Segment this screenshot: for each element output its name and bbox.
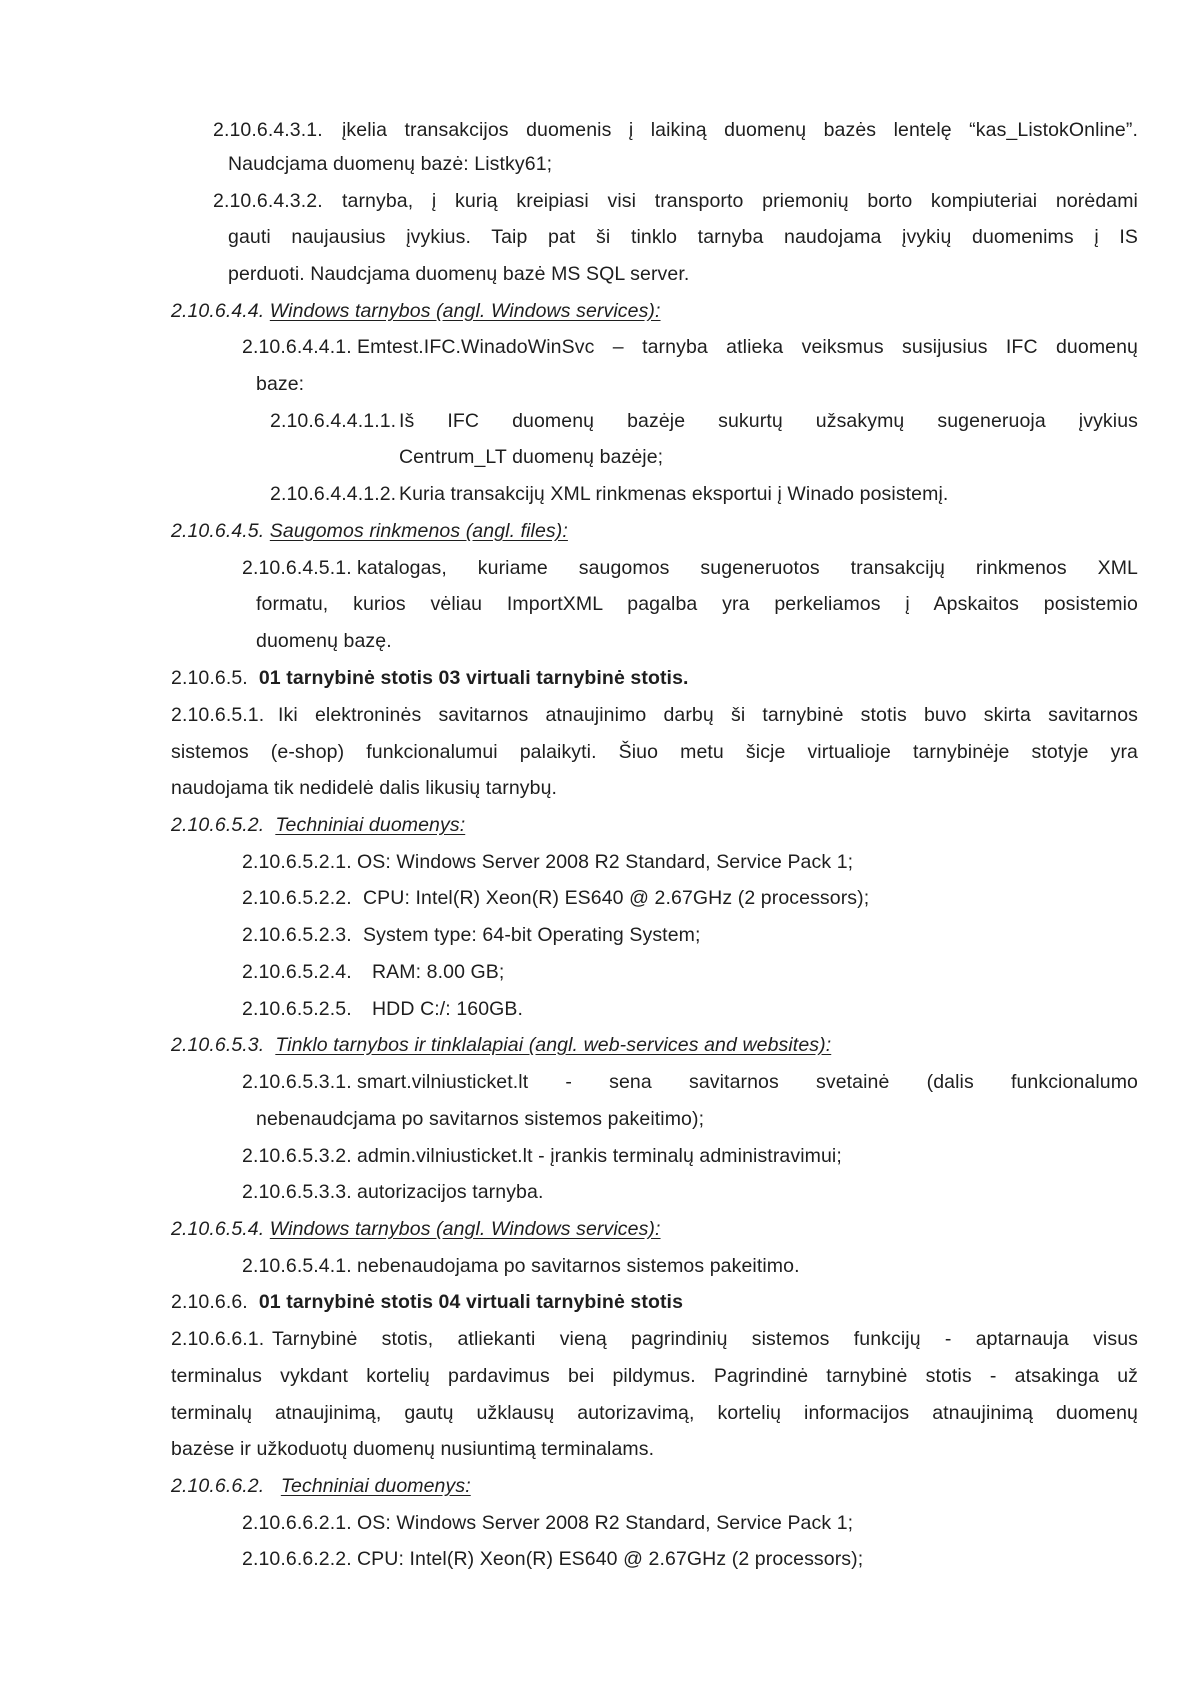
paragraph-text: bazėse ir užkoduotų duomenų nusiuntimą terminalams. [171,1438,655,1460]
item-number: 2.10.6.4.3.1. [213,119,323,141]
list-item-text: Centrum_LT duomenų bazėje; [399,446,664,468]
item-number: 2.10.6.4.4.1.2. [270,483,397,505]
item-number: 2.10.6.5.1. [171,704,265,726]
list-item-text: CPU: Intel(R) Xeon(R) ES640 @ 2.67GHz (2 processors); [363,887,870,909]
paragraph-text: terminalus vykdant kortelių pardavimus bei pildymus. Pagrindinė tarnybinė stotis - atsakinga už [171,1365,1138,1387]
section-heading: 2.10.6.5.4. Windows tarnybos (angl. Windows services): [171,1218,661,1240]
paragraph-text: Iki elektroninės savitarnos atnaujinimo darbų ši tarnybinė stotis buvo skirta savitarnos [278,704,1138,726]
item-number: 2.10.6.5.2.4. [242,961,352,983]
list-item-text: Kuria transakcijų XML rinkmenas eksportui į Winado posistemį. [399,483,949,505]
paragraph-text: naudojama tik nedidelė dalis likusių tarnybų. [171,777,558,799]
list-item-text: Iš IFC duomenų bazėje sukurtų užsakymų sugeneruoja įvykius [399,410,1138,432]
section-heading: 2.10.6.6.2. Techniniai duomenys: [171,1475,471,1497]
list-item-text: gauti naujausius įvykius. Taip pat ši tinklo tarnyba naudojama įvykių duomenims į IS [228,226,1138,248]
paragraph-text: terminalų atnaujinimą, gautų užklausų autorizavimą, kortelių informacijos atnaujinimą duomenų [171,1402,1138,1424]
item-number: 2.10.6.5.3.2. [242,1145,352,1167]
section-heading: 2.10.6.5.3. Tinklo tarnybos ir tinklalapiai (angl. web-services and websites): [171,1034,832,1056]
item-number: 2.10.6.5.2.5. [242,998,352,1020]
section-heading: 2.10.6.5.2. Techniniai duomenys: [171,814,466,836]
item-number: 2.10.6.6.2.2. [242,1548,352,1570]
list-item-text: System type: 64-bit Operating System; [363,924,701,946]
list-item-text: Naudcjama duomenų bazė: Listky61; [228,153,553,175]
list-item-text: perduoti. Naudcjama duomenų bazė MS SQL server. [228,263,690,285]
item-number: 2.10.6.5.2.1. [242,851,352,873]
item-number: 2.10.6.6.1. [171,1328,265,1350]
section-heading: 2.10.6.6. 01 tarnybinė stotis 04 virtuali tarnybinė stotis [171,1291,684,1313]
item-number: 2.10.6.6.2.1. [242,1512,352,1534]
list-item-text: HDD C:/: 160GB. [372,998,524,1020]
list-item-text: formatu, kurios vėliau ImportXML pagalba yra perkeliamos į Apskaitos posistemio [256,593,1138,615]
list-item-text: baze: [256,373,305,395]
list-item-text: nebenaudojama po savitarnos sistemos pakeitimo. [357,1255,800,1277]
item-number: 2.10.6.4.4.1. [242,336,352,358]
item-number: 2.10.6.5.2.3. [242,924,352,946]
list-item-text: OS: Windows Server 2008 R2 Standard, Service Pack 1; [357,851,854,873]
item-number: 2.10.6.4.5.1. [242,557,352,579]
paragraph-text: sistemos (e-shop) funkcionalumui palaikyti. Šiuo metu šicje virtualioje tarnybinėje stotyje yra [171,741,1138,763]
list-item-text: admin.vilniusticket.lt - įrankis terminalų administravimui; [357,1145,842,1167]
item-number: 2.10.6.4.4.1.1. [270,410,397,432]
item-number: 2.10.6.5.3.3. [242,1181,352,1203]
list-item-text: smart.vilniusticket.lt - sena savitarnos svetainė (dalis funkcionalumo [357,1071,1138,1093]
section-heading: 2.10.6.4.4. Windows tarnybos (angl. Windows services): [171,300,661,322]
section-heading: 2.10.6.4.5. Saugomos rinkmenos (angl. files): [171,520,568,542]
item-number: 2.10.6.5.4.1. [242,1255,352,1277]
item-number: 2.10.6.5.3.1. [242,1071,352,1093]
list-item-text: duomenų bazę. [256,630,392,652]
list-item-text: autorizacijos tarnyba. [357,1181,544,1203]
paragraph-text: Tarnybinė stotis, atliekanti vieną pagrindinių sistemos funkcijų - aptarnauja visus [272,1328,1138,1350]
list-item-text: CPU: Intel(R) Xeon(R) ES640 @ 2.67GHz (2 processors); [357,1548,864,1570]
list-item-text: RAM: 8.00 GB; [372,961,505,983]
list-item-text: katalogas, kuriame saugomos sugeneruotos transakcijų rinkmenos XML [357,557,1138,579]
list-item-text: OS: Windows Server 2008 R2 Standard, Service Pack 1; [357,1512,854,1534]
list-item-text: Emtest.IFC.WinadoWinSvc – tarnyba atlieka veiksmus susijusius IFC duomenų [357,336,1138,358]
list-item-text: nebenaudcjama po savitarnos sistemos pakeitimo); [256,1108,705,1130]
list-item-text: tarnyba, į kurią kreipiasi visi transporto priemonių borto kompiuteriai norėdami [342,190,1138,212]
item-number: 2.10.6.4.3.2. [213,190,323,212]
list-item-text: įkelia transakcijos duomenis į laikiną duomenų bazės lentelę “kas_ListokOnline”. [342,119,1138,141]
section-heading: 2.10.6.5. 01 tarnybinė stotis 03 virtuali tarnybinė stotis. [171,667,689,689]
item-number: 2.10.6.5.2.2. [242,887,352,909]
